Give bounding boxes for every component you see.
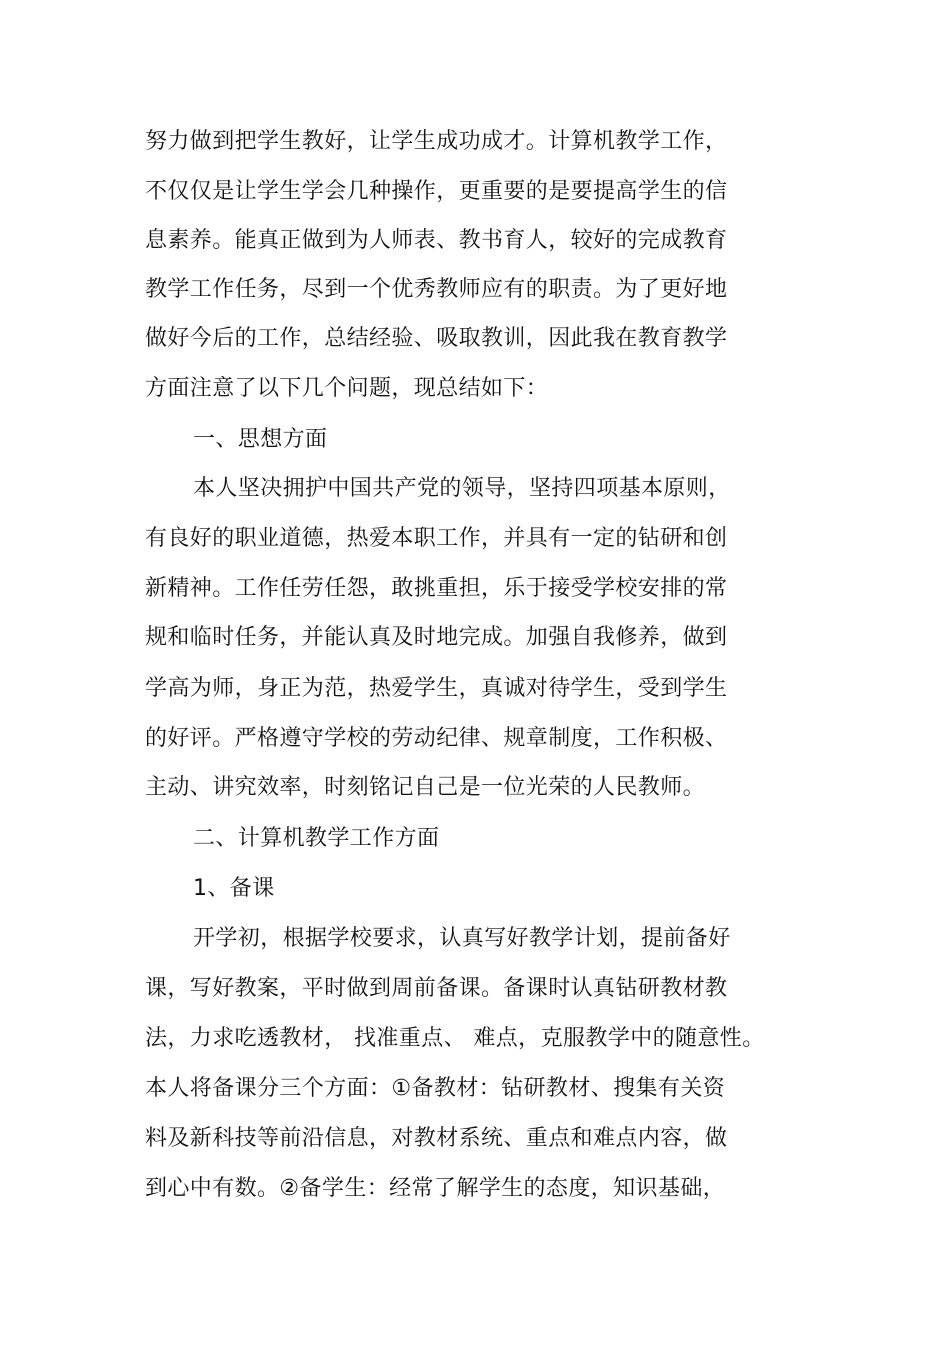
body-text-line: 法，力求吃透教材， 找准重点、 难点，克服教学中的随意性。 — [145, 1026, 765, 1051]
body-text-line: 课，写好教案，平时做到周前备课。备课时认真钻研教材教 — [145, 976, 728, 1001]
body-text-line: 本人将备课分三个方面：①备教材：钻研教材、搜集有关资 — [145, 1076, 726, 1101]
paragraph-first-line: 本人坚决拥护中国共产党的领导，坚持四项基本原则， — [193, 476, 731, 501]
section-heading: 二、计算机教学工作方面 — [193, 826, 440, 851]
body-text-line: 规和临时任务，并能认真及时地完成。加强自我修养，做到 — [145, 625, 728, 650]
body-text-line: 主动、讲究效率，时刻铭记自己是一位光荣的人民教师。 — [145, 775, 706, 800]
body-text-line: 教学工作任务，尽到一个优秀教师应有的职责。为了更好地 — [145, 277, 728, 302]
body-text-line: 料及新科技等前沿信息，对教材系统、重点和难点内容，做 — [145, 1126, 728, 1151]
body-text-line: 不仅仅是让学生学会几种操作，更重要的是要提高学生的信 — [145, 179, 728, 204]
body-text-line: 的好评。严格遵守学校的劳动纪律、规章制度，工作积极、 — [145, 726, 728, 751]
section-heading: 一、思想方面 — [193, 427, 328, 452]
paragraph-first-line: 开学初，根据学校要求，认真写好教学计划，提前备好 — [193, 926, 731, 951]
body-text-line: 有良好的职业道德，热爱本职工作，并具有一定的钻研和创 — [145, 526, 728, 551]
body-text-line: 努力做到把学生教好，让学生成功成才。计算机教学工作， — [145, 129, 728, 154]
body-text-line: 到心中有数。②备学生：经常了解学生的态度，知识基础， — [145, 1176, 726, 1201]
body-text-line: 新精神。工作任劳任怨，敢挑重担，乐于接受学校安排的常 — [145, 576, 728, 601]
body-text-line: 学高为师，身正为范，热爱学生，真诚对待学生，受到学生 — [145, 676, 728, 701]
body-text-line: 做好今后的工作，总结经验、吸取教训，因此我在教育教学 — [145, 326, 728, 351]
body-text-line: 息素养。能真正做到为人师表、教书育人，较好的完成教育 — [145, 228, 728, 253]
body-text-line: 方面注意了以下几个问题，现总结如下： — [145, 376, 549, 401]
subsection-heading: 1、备课 — [193, 876, 275, 901]
